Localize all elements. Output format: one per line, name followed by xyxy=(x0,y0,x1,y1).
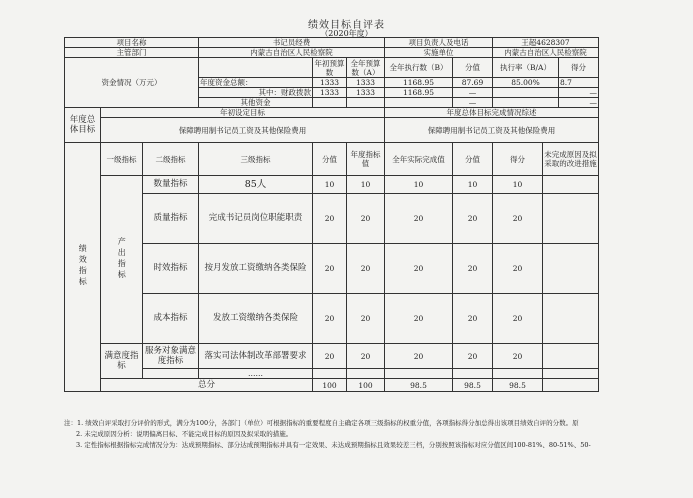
goal-actual-text: 保障聘用制书记员工资及其他保险费用 xyxy=(385,118,599,143)
score2-cell: 10 xyxy=(453,176,493,194)
goal-actual-label: 年度总体目标完成情况综述 xyxy=(385,108,599,118)
unit-label: 实施单位 xyxy=(385,48,493,58)
funds-row-full: 1333 xyxy=(347,78,385,88)
funds-row-full xyxy=(347,98,385,108)
funds-row-full: 1333 xyxy=(347,88,385,98)
funds-header-exec: 全年执行数（B） xyxy=(385,58,453,78)
evaluation-table xyxy=(64,37,599,392)
col-header-got: 得分 xyxy=(493,143,543,176)
col-header-actual: 全年实际完成值 xyxy=(385,143,453,176)
output-indicator-label: 产出指标 xyxy=(101,176,143,344)
reason-cell xyxy=(543,244,599,294)
actual-cell: 20 xyxy=(385,294,453,344)
score2-cell: 20 xyxy=(453,194,493,244)
funds-header-score: 分值 xyxy=(453,58,493,78)
project-person-value: 王超4628307 xyxy=(493,38,599,48)
col-header-score: 分值 xyxy=(313,143,347,176)
page-year: （2020年度） xyxy=(320,29,373,38)
col-header-l1: 一级指标 xyxy=(101,143,143,176)
total-actual: 98.5 xyxy=(385,379,453,392)
footnote: 注：1. 绩效自评采取打分评价的形式，满分为100分，各部门（单位）可根据指标的重要程度自主确定各项三级指标的权重分值，各项指标得分加总得出该项目绩效自评的分数。原 xyxy=(64,419,579,427)
funds-row-exec: 1168.95 xyxy=(385,78,453,88)
l3-cell: 完成书记员岗位职能职责 xyxy=(199,194,313,244)
l2-cell: 服务对象满意度指标 xyxy=(143,344,199,369)
score-cell: 20 xyxy=(313,244,347,294)
project-name-label: 项目名称 xyxy=(65,38,199,48)
col-header-l2: 二级指标 xyxy=(143,143,199,176)
footnotes xyxy=(64,418,684,451)
page-title: 绩效目标自评表 xyxy=(308,20,385,31)
funds-row-name: 其他资金 xyxy=(199,98,313,108)
reason-cell xyxy=(543,194,599,244)
goal-planned-label: 年初设定目标 xyxy=(101,108,385,118)
funds-row-rate: 85.00% xyxy=(493,78,559,88)
indicators-section-label: 绩效指标 xyxy=(65,143,101,392)
funds-header-budget: 年初预算数 xyxy=(314,58,345,77)
l3-cell: 发放工资缴纳各类保险 xyxy=(199,294,313,344)
project-name-value: 书记员经费 xyxy=(199,38,385,48)
funds-row-got: — xyxy=(559,88,599,98)
unit-value: 内蒙古自治区人民检察院 xyxy=(493,48,599,58)
l3-cell: 按月发放工资缴纳各类保险 xyxy=(199,244,313,294)
total-got: 98.5 xyxy=(493,379,543,392)
funds-row-score: — xyxy=(453,98,493,108)
col-header-reason: 未完成原因及拟采取的改进措施 xyxy=(543,143,599,176)
col-header-target: 年度指标值 xyxy=(347,143,385,176)
funds-label: 资金情况（万元） xyxy=(65,58,199,108)
funds-header-full: 全年预算数（A） xyxy=(347,58,385,78)
funds-row-got: — xyxy=(559,98,599,108)
score2-cell: 20 xyxy=(453,294,493,344)
funds-row-got: 8.7 xyxy=(559,78,599,88)
l2-cell: 数量指标 xyxy=(143,176,199,194)
got-cell: 20 xyxy=(493,344,543,369)
funds-row-score: 87.69 xyxy=(453,78,493,88)
project-person-label: 项目负责人及电话 xyxy=(385,38,493,48)
total-score: 100 xyxy=(313,379,347,392)
funds-header-got: 得分 xyxy=(559,58,599,78)
col-header-l3: 三级指标 xyxy=(199,143,313,176)
total-score2: 98.5 xyxy=(453,379,493,392)
got-cell: 20 xyxy=(493,244,543,294)
dept-value: 内蒙古自治区人民检察院 xyxy=(199,48,385,58)
funds-row-budget xyxy=(313,98,347,108)
funds-row-score: — xyxy=(453,88,493,98)
got-cell: 20 xyxy=(493,194,543,244)
target-cell: 20 xyxy=(347,294,385,344)
score2-cell: 20 xyxy=(453,244,493,294)
actual-cell: 20 xyxy=(385,194,453,244)
score-cell: 20 xyxy=(313,294,347,344)
score-cell: 20 xyxy=(313,194,347,244)
total-target: 100 xyxy=(347,379,385,392)
actual-cell: 20 xyxy=(385,244,453,294)
actual-cell: 10 xyxy=(385,176,453,194)
goal-planned-text: 保障聘用制书记员工资及其他保险费用 xyxy=(101,118,385,143)
goal-label: 年度总体目标 xyxy=(65,108,101,143)
target-cell: 20 xyxy=(347,344,385,369)
footnote: 3. 定性指标根据指标完成情况分为：达成预期指标、部分达成预期指标并具有一定效果、未达成预期指标且效果较差三档，分别按照该指标对应分值区间100-81%、80-51%、50- xyxy=(76,441,591,449)
l3-cell: 落实司法体制改革部署要求 xyxy=(199,344,313,369)
funds-row-name: 年度资金总额： xyxy=(199,78,313,88)
funds-row-budget: 1333 xyxy=(313,78,347,88)
dept-label: 主管部门 xyxy=(65,48,199,58)
got-cell: 20 xyxy=(493,294,543,344)
actual-cell: 20 xyxy=(385,344,453,369)
score-cell: 20 xyxy=(313,344,347,369)
funds-row-exec xyxy=(385,98,453,108)
total-label: 总分 xyxy=(101,379,313,392)
funds-row-rate xyxy=(493,88,559,98)
l2-cell: 质量指标 xyxy=(143,194,199,244)
l3-cell: 85人 xyxy=(199,176,313,194)
target-cell: 10 xyxy=(347,176,385,194)
l2-cell: 成本指标 xyxy=(143,294,199,344)
funds-row-exec: 1168.95 xyxy=(385,88,453,98)
funds-header-rate: 执行率（B/A） xyxy=(493,58,559,78)
target-cell: 20 xyxy=(347,194,385,244)
funds-row-name: 其中：财政拨款 xyxy=(199,88,313,98)
score-cell: 10 xyxy=(313,176,347,194)
reason-cell xyxy=(543,176,599,194)
got-cell: 10 xyxy=(493,176,543,194)
satisfaction-indicator-label: 满意度指标 xyxy=(101,344,143,379)
target-cell: 20 xyxy=(347,244,385,294)
col-header-score2: 分值 xyxy=(453,143,493,176)
funds-row-rate xyxy=(493,98,559,108)
score2-cell: 20 xyxy=(453,344,493,369)
funds-row-budget: 1333 xyxy=(313,88,347,98)
reason-cell xyxy=(543,344,599,369)
reason-cell xyxy=(543,294,599,344)
ellipsis-cell: …… xyxy=(199,369,313,379)
l2-cell: 时效指标 xyxy=(143,244,199,294)
footnote: 2. 未完成原因分析：说明偏离目标、不能完成目标的原因及拟采取的措施。 xyxy=(76,430,293,438)
